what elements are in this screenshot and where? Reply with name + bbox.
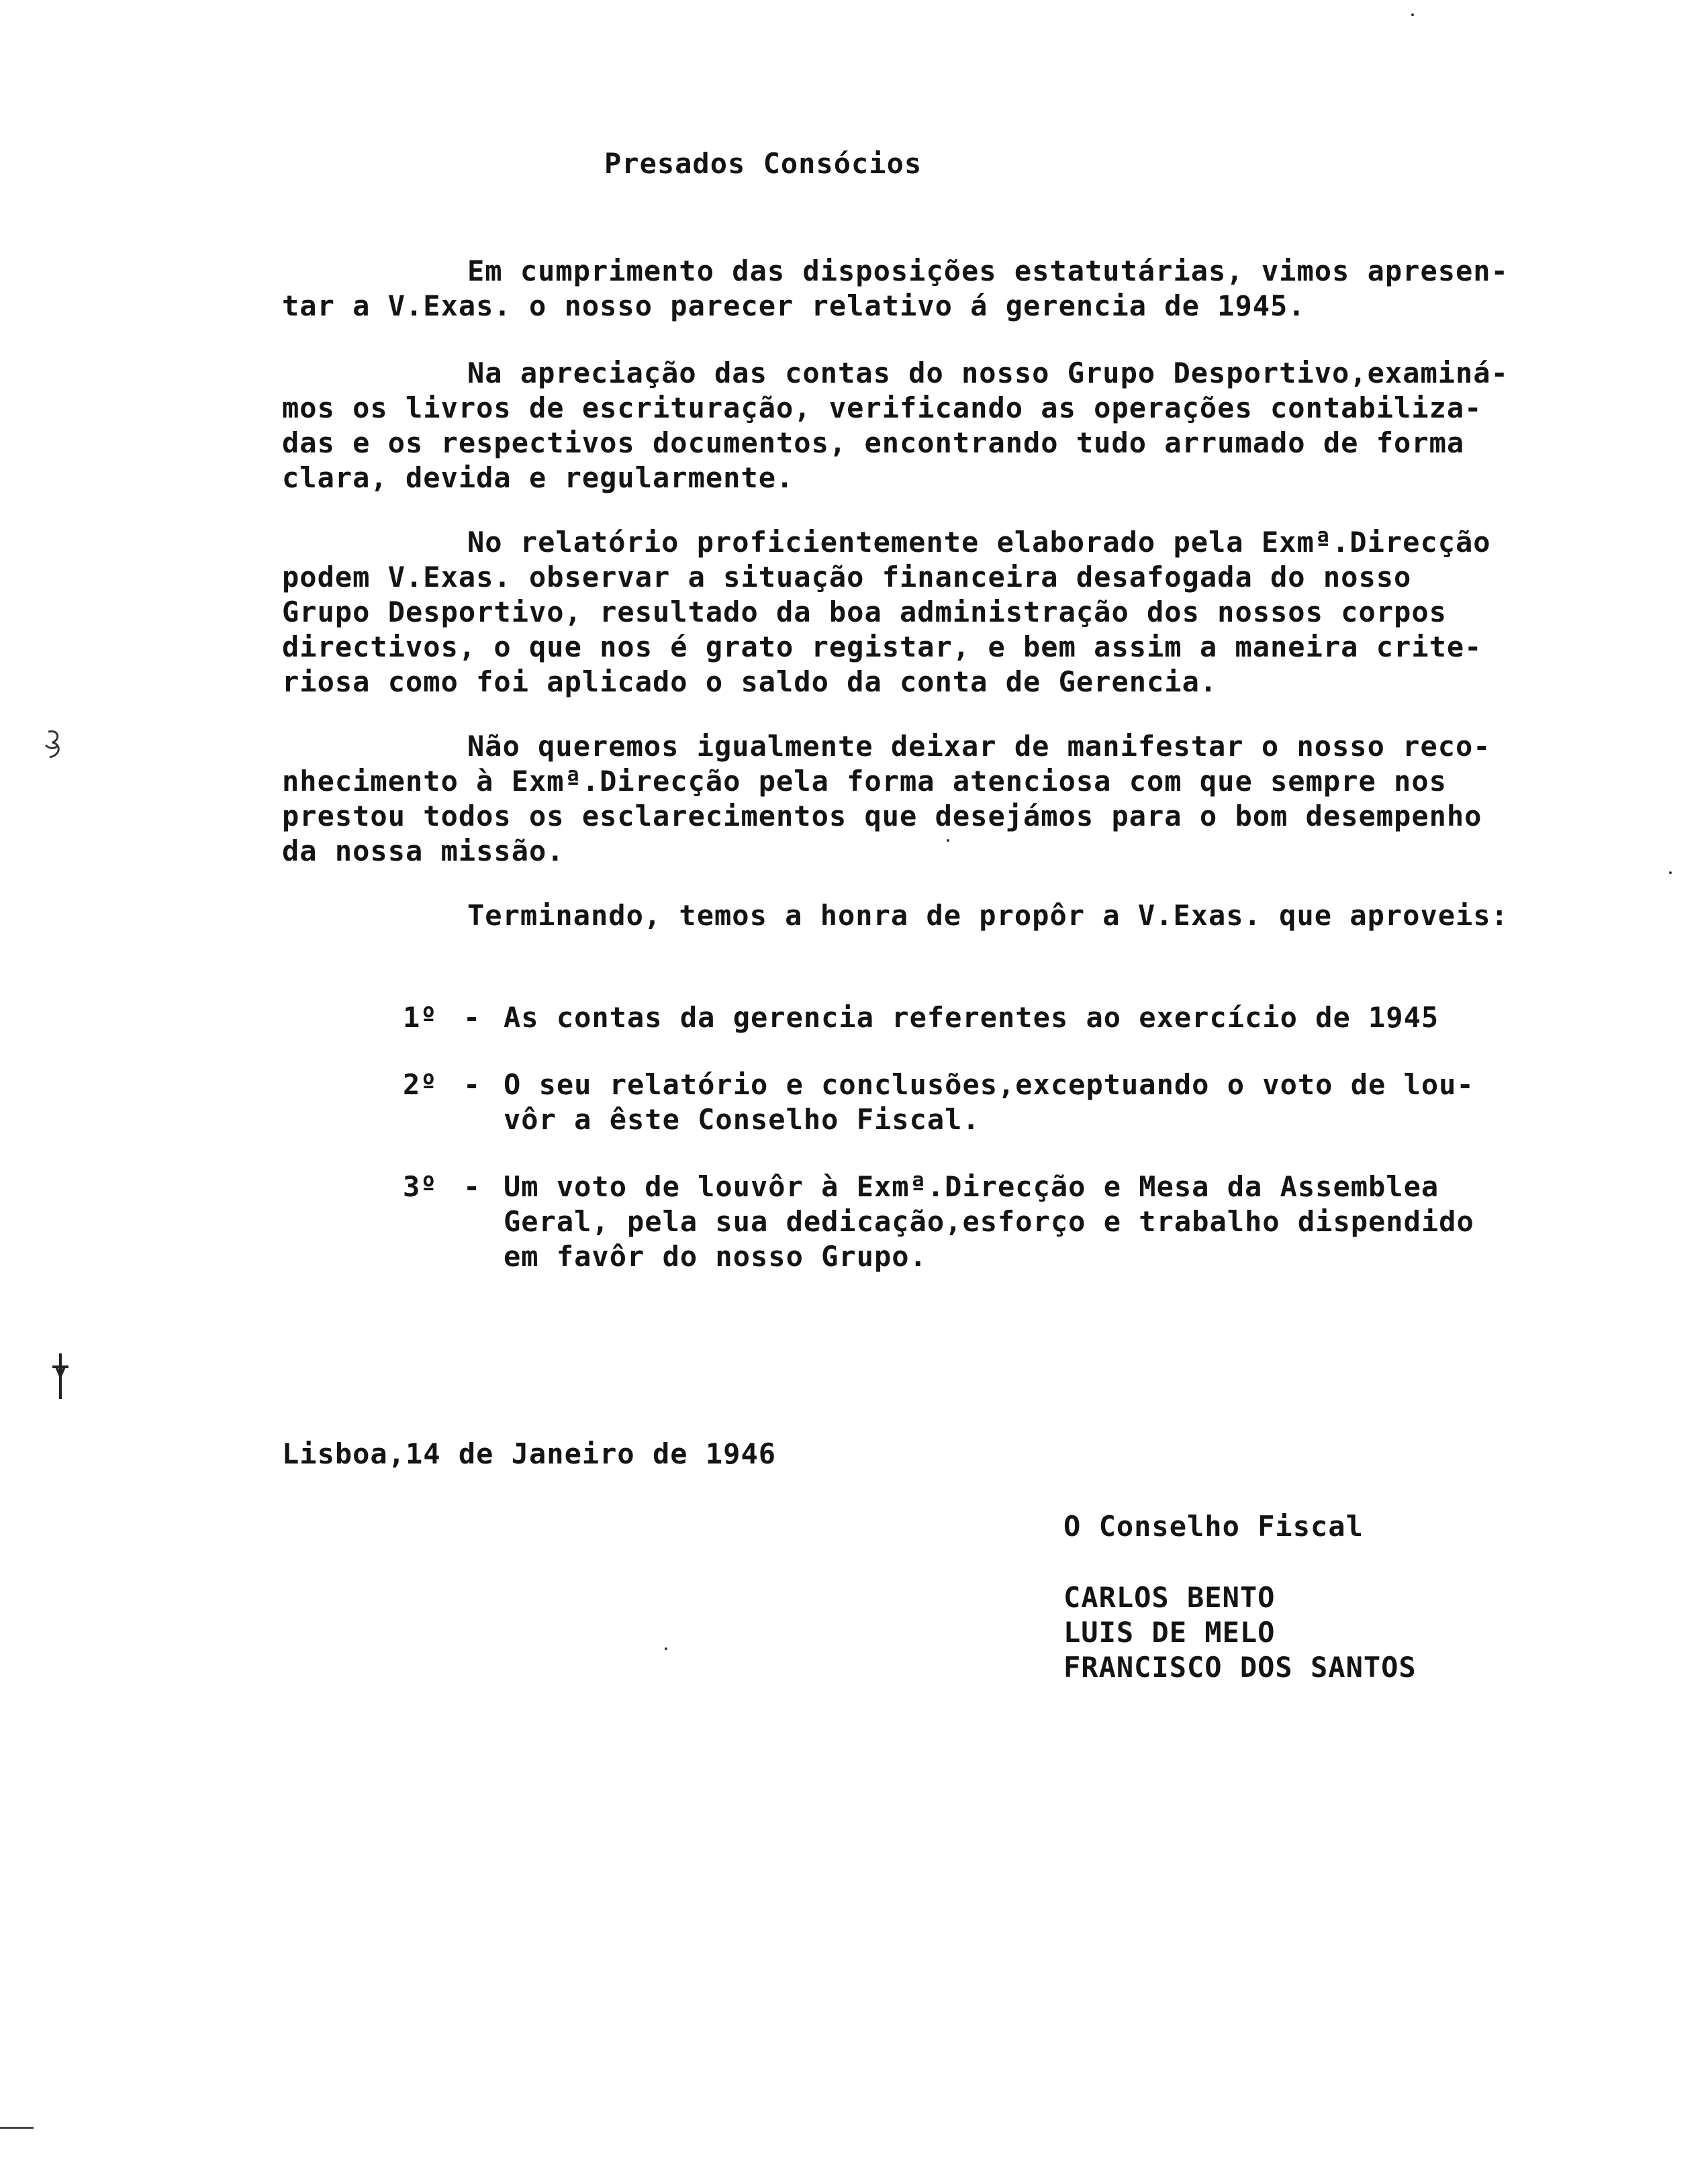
- item-dash: -: [463, 1068, 481, 1101]
- signatory-body: O Conselho Fiscal: [1063, 1510, 1364, 1543]
- paragraph-3: [282, 525, 1652, 700]
- paragraph-line: No relatório proficientemente elaborado pela Exmª.Direcção: [467, 526, 1491, 559]
- signatory-name: LUIS DE MELO: [1063, 1616, 1276, 1649]
- paragraph-5: [282, 898, 1652, 933]
- paragraph-line: Na apreciação das contas do nosso Grupo Desportivo,examiná-: [467, 356, 1509, 389]
- margin-dagger-mark: [47, 1349, 74, 1403]
- signatory-name: CARLOS BENTO: [1063, 1581, 1276, 1614]
- margin-scribble-mark: [40, 725, 67, 765]
- paragraph-line: Em cumprimento das disposições estatutárias, vimos apresen-: [467, 254, 1509, 287]
- paragraph-line: Grupo Desportivo, resultado da boa administração dos nossos corpos: [282, 595, 1447, 628]
- paragraph-line: podem V.Exas. observar a situação financeira desafogada do nosso: [282, 561, 1412, 593]
- paragraph-line: Terminando, temos a honra de propôr a V.Exas. que aproveis:: [467, 899, 1509, 932]
- date-line: Lisboa,14 de Janeiro de 1946: [282, 1437, 777, 1470]
- paragraph-line: prestou todos os esclarecimentos que desejámos para o bom desempenho: [282, 800, 1482, 832]
- scan-speck: [665, 1647, 667, 1650]
- item-dash: -: [463, 1001, 481, 1034]
- item-body: [504, 1067, 1474, 1137]
- paragraph-line: riosa como foi aplicado o saldo da conta de Gerencia.: [282, 665, 1218, 698]
- paragraph-line: tar a V.Exas. o nosso parecer relativo á gerencia de 1945.: [282, 289, 1306, 322]
- item-body: [504, 1169, 1474, 1274]
- item-dash: -: [463, 1170, 481, 1203]
- item-number: 1º: [403, 1001, 437, 1034]
- scan-speck: [1411, 13, 1414, 16]
- paragraph-line: das e os respectivos documentos, encontrando tudo arrumado de forma: [282, 426, 1465, 459]
- item-line: vôr a êste Conselho Fiscal.: [504, 1103, 980, 1136]
- salutation: Presados Consócios: [604, 147, 922, 180]
- item-line: O seu relatório e conclusões,exceptuando o voto de lou-: [504, 1068, 1474, 1101]
- paragraph-line: clara, devida e regularmente.: [282, 461, 794, 494]
- paragraph-line: da nossa missão.: [282, 834, 565, 867]
- scan-speck: [947, 839, 949, 842]
- paragraph-4: [282, 729, 1652, 869]
- scan-speck: [1669, 871, 1672, 874]
- paragraph-1: [282, 254, 1652, 324]
- item-line: Um voto de louvôr à Exmª.Direcção e Mesa da Assemblea: [504, 1170, 1439, 1203]
- item-line: As contas da gerencia referentes ao exercício de 1945: [504, 1001, 1439, 1034]
- item-number: 3º: [403, 1170, 437, 1203]
- paragraph-line: mos os livros de escrituração, verificando as operações contabiliza-: [282, 391, 1482, 424]
- paragraph-line: directivos, o que nos é grato registar, e bem assim a maneira crite-: [282, 630, 1482, 663]
- paragraph-line: nhecimento à Exmª.Direcção pela forma atenciosa com que sempre nos: [282, 765, 1447, 798]
- item-number: 2º: [403, 1068, 437, 1101]
- paragraph-2: [282, 356, 1652, 495]
- paragraph-line: Não queremos igualmente deixar de manifestar o nosso reco-: [467, 730, 1491, 763]
- item-body: [504, 1000, 1439, 1035]
- scan-edge-line: [0, 2127, 34, 2129]
- signatory-name: FRANCISCO DOS SANTOS: [1063, 1651, 1417, 1684]
- item-line: em favôr do nosso Grupo.: [504, 1240, 927, 1273]
- item-line: Geral, pela sua dedicação,esforço e trabalho dispendido: [504, 1205, 1474, 1238]
